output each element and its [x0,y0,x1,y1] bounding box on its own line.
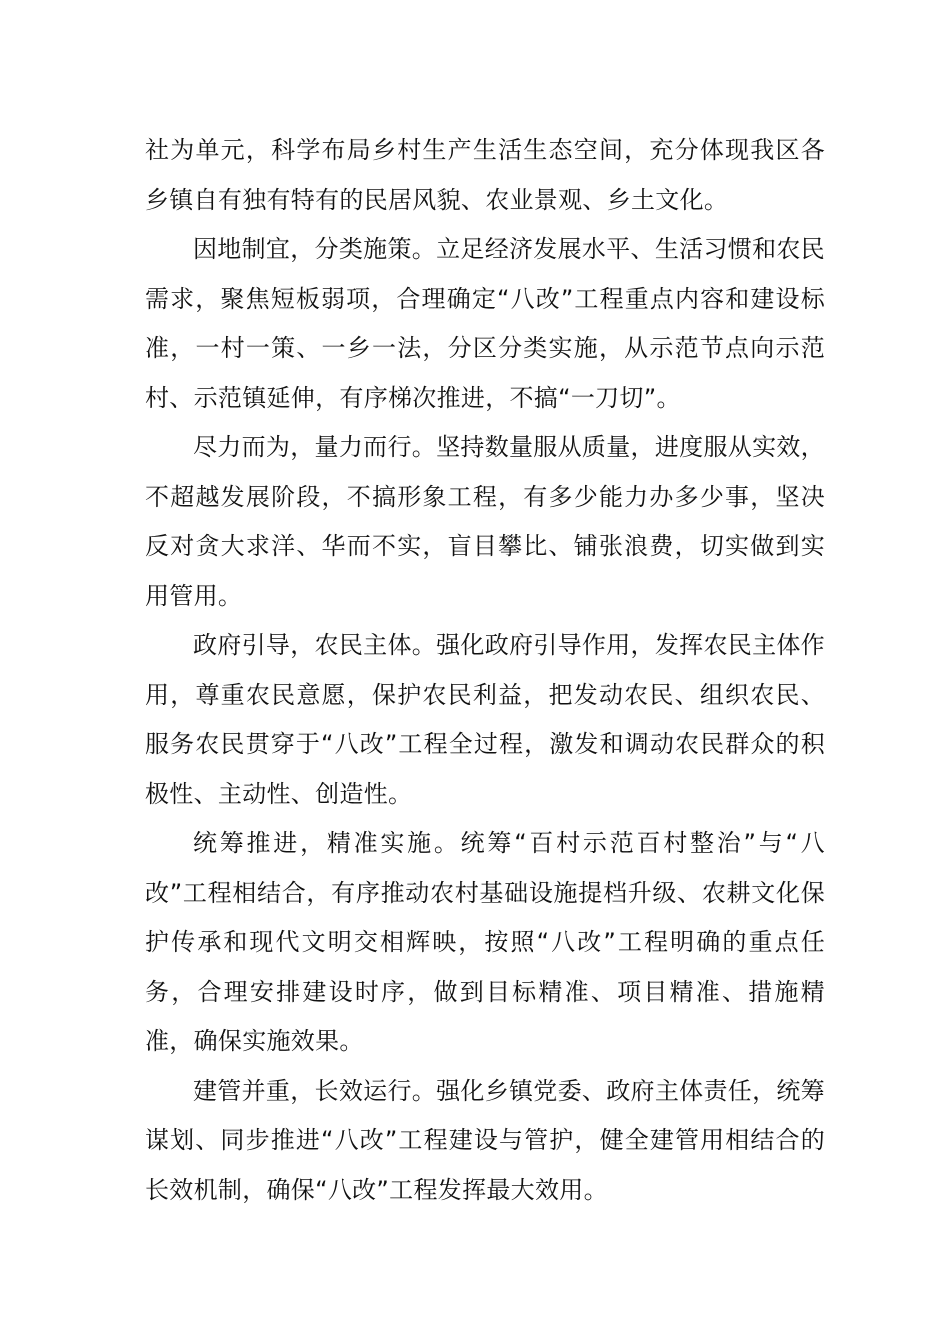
paragraph-principle-5: 建管并重，长效运行。强化乡镇党委、政府主体责任，统筹谋划、同步推进“八改”工程建设与管护，健全建管用相结合的长效机制，确保“八改”工程发挥最大效用。 [145,1076,825,1204]
paragraph-continuation: 社为单元，科学布局乡村生产生活生态空间，充分体现我区各乡镇自有独有特有的民居风貌、农业景观、乡土文化。 [145,136,825,214]
document-body [145,126,825,1215]
paragraph-principle-3: 政府引导，农民主体。强化政府引导作用，发挥农民主体作用，尊重农民意愿，保护农民利益，把发动农民、组织农民、服务农民贯穿于“八改”工程全过程，激发和调动农民群众的积极性、主动性、创造性。 [145,631,825,808]
paragraph-principle-4: 统筹推进，精准实施。统筹“百村示范百村整治”与“八改”工程相结合，有序推动农村基础设施提档升级、农耕文化保护传承和现代文明交相辉映，按照“八改”工程明确的重点任务，合理安排建设时序，做到目标精准、项目精准、措施精准，确保实施效果。 [145,829,825,1055]
paragraph-principle-1: 因地制宜，分类施策。立足经济发展水平、生活习惯和农民需求，聚焦短板弱项，合理确定“八改”工程重点内容和建设标准，一村一策、一乡一法，分区分类实施，从示范节点向示范村、示范镇延伸，有序梯次推进，不搞“一刀切”。 [145,235,825,412]
paragraph-principle-2: 尽力而为，量力而行。坚持数量服从质量，进度服从实效，不超越发展阶段，不搞形象工程，有多少能力办多少事，坚决反对贪大求洋、华而不实，盲目攀比、铺张浪费，切实做到实用管用。 [145,433,825,610]
